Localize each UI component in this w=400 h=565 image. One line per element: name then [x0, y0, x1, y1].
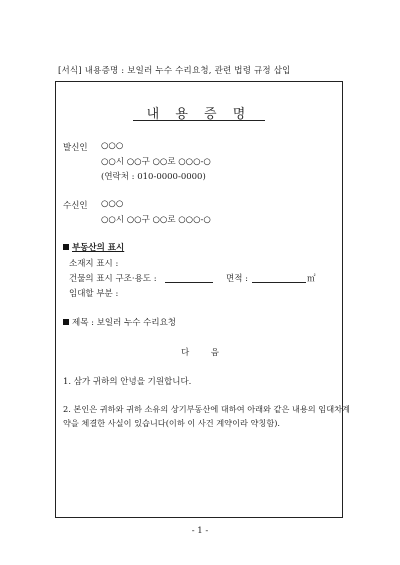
recipient-address: ○○시 ○○구 ○○로 ○○○-○: [101, 215, 211, 225]
recipient-label: 수신인: [63, 201, 88, 211]
property-heading: [63, 241, 124, 253]
sender-contact: (연락처 : 010-0000-0000): [101, 172, 206, 182]
location-label: 소재지 표시 :: [69, 259, 119, 269]
sender-name: ○○○: [101, 141, 124, 151]
da-eum-heading: 다 음: [180, 348, 220, 358]
document-frame: [55, 81, 343, 518]
title-underline: [133, 120, 265, 121]
lease-part-label: 임대할 부분 :: [69, 289, 119, 299]
area-blank-line: [252, 282, 306, 283]
document-title: 내 용 증 명: [146, 107, 252, 122]
area-label: 면적 :: [226, 274, 248, 284]
paragraph-2-line-1: 2. 본인은 귀하와 귀하 소유의 상기부동산에 대하여 아래와 같은 내용의 임대차계: [63, 404, 350, 414]
subject-line: [63, 316, 176, 328]
form-caption: [서식] 내용증명 : 보일러 누수 수리요청, 관련 법령 규정 삽입: [58, 66, 291, 76]
building-label: 건물의 표시 구조·용도 :: [69, 274, 157, 284]
square-bullet-icon: [63, 319, 69, 325]
building-blank-line: [165, 282, 213, 283]
sender-label: 발신인: [63, 143, 88, 153]
square-bullet-icon: [63, 244, 69, 250]
property-heading-text: 부동산의 표시: [72, 243, 125, 253]
paragraph-2-line-2: 약을 체결한 사실이 있습니다(이하 이 사건 계약이라 약칭함).: [63, 418, 281, 428]
subject-text: 제목 : 보일러 누수 수리요청: [72, 318, 176, 328]
sender-address: ○○시 ○○구 ○○로 ○○○-○: [101, 157, 211, 167]
page-number: - 1 -: [191, 526, 209, 536]
paragraph-1: 1. 삼가 귀하의 안녕을 기원합니다.: [63, 377, 192, 387]
recipient-name: ○○○: [101, 199, 124, 209]
area-unit: ㎡: [307, 274, 316, 284]
